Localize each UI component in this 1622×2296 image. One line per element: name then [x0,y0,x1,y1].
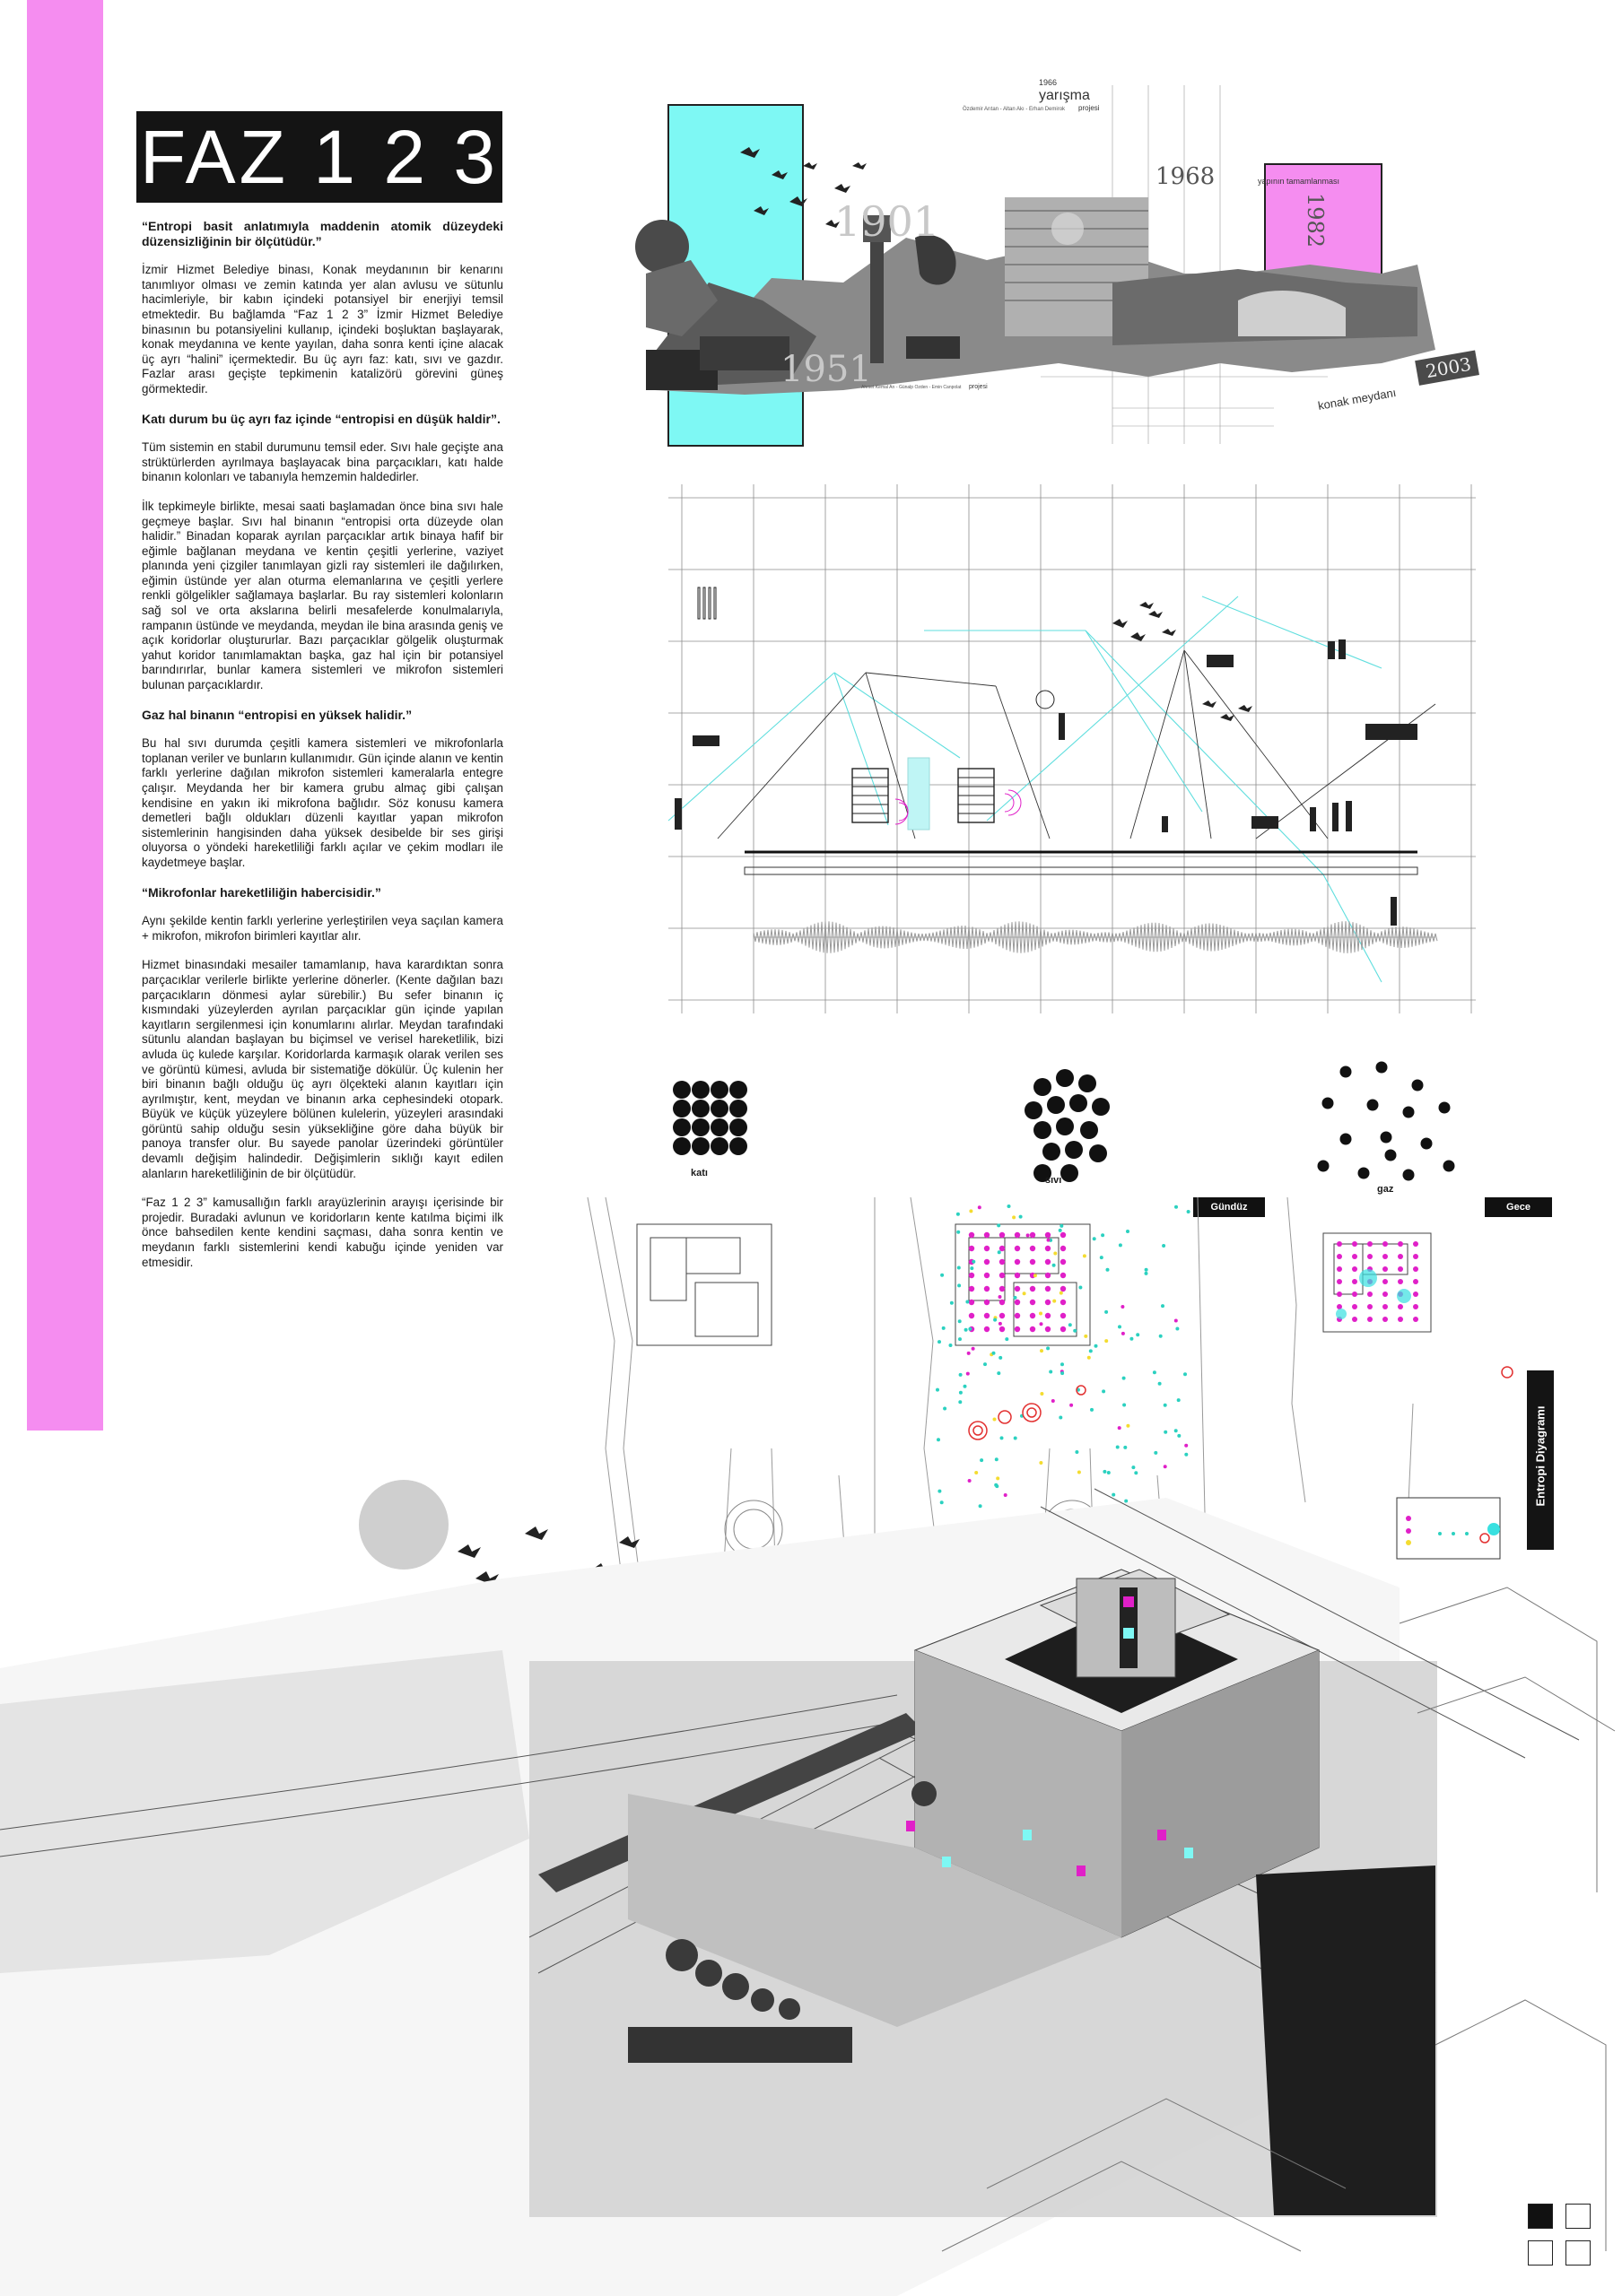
sensor-point [1129,1337,1133,1341]
gas-label: gaz [1377,1184,1394,1195]
sensor-point [937,1438,940,1441]
sensor-point [1164,1404,1167,1407]
plan-particle [1352,1292,1357,1297]
sensor-point [1177,1398,1181,1402]
sensor-point [1184,1444,1188,1448]
plan-particle [1015,1286,1020,1292]
sensor-point [1116,1446,1120,1449]
sensor-point [1087,1356,1091,1360]
year-2003: 2003 [1424,352,1473,383]
gas-particle [1412,1080,1424,1091]
plan-particle [1352,1317,1357,1322]
plan-particle [984,1259,990,1265]
square-label: konak meydanı [1316,385,1398,413]
sensor-point [964,1385,967,1388]
plan-particle [969,1232,974,1238]
plan-particle [1352,1304,1357,1309]
entropy-diagram-text: Entropi Diyagramı [1533,1405,1548,1507]
day-tag: Gündüz [1193,1197,1265,1217]
sensor-point [1049,1370,1052,1374]
sensor-point [936,1388,939,1392]
sensor-point [1126,1230,1129,1233]
sensor-point [1161,1304,1164,1308]
paragraph-heading: “Mikrofonlar hareketliliğin habercisidir.” [142,884,381,900]
sensor-point [992,1352,996,1355]
sensor-point [1121,1305,1124,1309]
sensor-point [1073,1329,1077,1333]
sensor-point [1121,1332,1125,1335]
plan-particle [1060,1273,1066,1278]
sensor-point [969,1209,972,1213]
plan-particle [984,1313,990,1318]
plan-particle [1045,1259,1051,1265]
year-1951-credits: Ahmet Kemal Arı - Günalp Ozden - Emin Canpolat [861,385,962,390]
sensor-point [1093,1237,1096,1240]
sensor-point [1106,1268,1110,1272]
liquid-particle [1056,1069,1074,1087]
plan-particle [999,1300,1005,1305]
plan-particle [1060,1259,1066,1265]
solid-particle [673,1137,691,1155]
plan-particle [969,1300,974,1305]
plan-particle [1337,1266,1342,1272]
sensor-point [1184,1453,1188,1457]
year-1901: 1901 [834,197,940,246]
plan-particle [1060,1232,1066,1238]
sensor-point [993,1318,997,1322]
sensor-point [1175,1327,1179,1331]
gas-particle [1421,1138,1433,1150]
solid-particle [692,1137,710,1155]
sensor-point [1104,1339,1108,1343]
sensor-point [998,1356,1002,1360]
plan-particle [1045,1326,1051,1332]
sensor-point [957,1283,961,1287]
liquid-particle [1047,1096,1065,1114]
plan-particle [1060,1313,1066,1318]
sensor-point [1039,1312,1042,1316]
plan-particle [1382,1317,1388,1322]
sensor-point [998,1250,1001,1254]
plan-particle [1382,1254,1388,1259]
plan-particle [1015,1273,1020,1278]
sensor-point [957,1266,961,1270]
sensor-point [1040,1392,1043,1396]
plan-particle [1382,1292,1388,1297]
sensor-point [1014,1296,1017,1300]
liquid-label: sıvı [1045,1175,1062,1186]
sensor-point [1047,1239,1051,1242]
liquid-particle [1033,1121,1051,1139]
sensor-point [1123,1446,1127,1449]
sensor-point [997,1371,1000,1375]
plan-particle [1367,1254,1373,1259]
sensor-point [1118,1325,1121,1328]
sensor-point [995,1457,998,1461]
liquid-particle [1069,1094,1087,1112]
sensor-point [1164,1465,1167,1468]
pink-side-bar [27,0,103,1431]
competition-credits-suffix: projesi [1078,104,1100,112]
sensor-point [1060,1362,1064,1366]
sensor-point [1174,1429,1178,1432]
sensor-point [958,1400,962,1404]
sensor-point [1051,1399,1055,1403]
plan-particle [1413,1266,1418,1272]
sensor-point [1012,1215,1016,1219]
sensor-point [1052,1300,1056,1303]
paragraph: “Faz 1 2 3” kamusallığın farklı arayüzlerinin arayışı içerisinde bir projedir. Buradaki avlunun ve koridorların kente katılma biçimi ilk önce bahsedilen kente kendini saçması, daha sonra kentin ve meydanın farklı sistemlerini kendi kabuğu içinde yeniden var etmesidir. [142,1196,503,1269]
page-indicator-2 [1565,2204,1591,2229]
sensor-point [1177,1434,1181,1438]
plan-particle [1030,1286,1035,1292]
plan-particle [1337,1241,1342,1247]
sensor-point [1089,1349,1093,1352]
sensor-point [1126,1424,1129,1428]
plan-particle [999,1273,1005,1278]
sensor-point [1026,1233,1030,1237]
plan-particle [1367,1304,1373,1309]
plan-particle [1015,1232,1020,1238]
paragraph-heading: Katı durum bu üç ayrı faz içinde “entropisi en düşük haldir”. [142,411,501,426]
gas-particle [1358,1168,1370,1179]
solid-particle [729,1100,747,1118]
sensor-point [956,1231,960,1234]
sensor-point [965,1300,969,1304]
sensor-point [1046,1346,1050,1350]
plan-particle [1337,1292,1342,1297]
gas-particle [1340,1134,1352,1145]
sensor-point [1118,1426,1121,1430]
plan-particle [1337,1254,1342,1259]
page-title: FAZ 1 2 3 [136,111,502,203]
history-collage [610,67,1543,462]
sensor-point [1060,1224,1063,1228]
plan-particle [1352,1279,1357,1284]
paragraph-heading: Gaz hal binanın “entropisi en yüksek halidir.” [142,707,413,722]
sensor-point [1059,1229,1062,1232]
sensor-point [1131,1465,1135,1469]
plan-particle [984,1246,990,1251]
sensor-point [1153,1370,1156,1374]
plan-particle [999,1232,1005,1238]
liquid-particle [1056,1118,1074,1135]
plan-particle [1382,1279,1388,1284]
sensor-point [972,1260,975,1264]
plan-particle [1030,1313,1035,1318]
sensor-point [1052,1264,1056,1267]
sensor-point [1033,1274,1037,1277]
page-indicator-4 [1565,2240,1591,2266]
plan-particle [1045,1273,1051,1278]
sensor-point [1158,1382,1162,1386]
completion-label: yapının tamamlanması [1258,177,1340,186]
plan-particle [1413,1279,1418,1284]
plan-particle [1030,1300,1035,1305]
solid-particle [729,1118,747,1136]
sensor-point [1019,1215,1023,1219]
sensor-point [937,1340,941,1344]
sensor-point [1075,1450,1078,1454]
sensor-point [1174,1319,1178,1323]
sensor-point [1040,1349,1043,1352]
sensor-point [1053,1252,1057,1256]
plan-particle [984,1232,990,1238]
sensor-point [1174,1205,1178,1209]
text-column [142,219,503,1284]
plan-particle [984,1286,990,1292]
plan-particle [1045,1246,1051,1251]
sensor-point [943,1407,946,1411]
paragraph: İzmir Hizmet Belediye binası, Konak meydanının bir kenarını tanımlıyor olması ve zemin katında yer alan avlusu ve sütunlu hacimleriyle, bir kabın içindeki potansiyel bir enerjiyi temsil etmektedir. Bu bağlamda “Faz 1 2 3” İzmir Hizmet Belediye binasının bu potansiyelini kullanıp, içindeki boşluktan başlayarak, konak meydanına ve kente yayılan, daha sonra kenti içine alacak üç ayrı “halini” içermektedir. Bu üç ayrı faz: katı, sıvı ve gazdır. Fazlar arası geçişte tepkimenin katalizörü görevini güneş görmektedir. [142,263,503,396]
sensor-point [1154,1451,1157,1455]
sensor-point [1000,1436,1004,1439]
plan-particle [1367,1317,1373,1322]
gas-particle [1376,1062,1388,1074]
liquid-particle [1033,1078,1051,1096]
sensor-point [1007,1205,1011,1208]
sensor-point [1159,1335,1163,1338]
phase-dots [664,1036,1489,1184]
paragraph: Aynı şekilde kentin farklı yerlerine yerleştirilen veya saçılan kamera + mikrofon, mikrofon birimleri kayıtlar alır. [142,914,503,943]
sensor-point [956,1213,960,1216]
night-tag: Gece [1485,1197,1552,1217]
sensor-point [1069,1404,1073,1407]
paragraph: Hizmet binasındaki mesailer tamamlanıp, hava karardıktan sonra parçacıklar verilerle birlikte yerlerine dönerler. (Kente dağılan bazı parçacıkların dönmesi aylar sürebilir.) Bu sefer binanın iç kısmındaki yüzeylerden ayrılan parçacıklar gün içinde yapılan kayıtların sergilenmesi için konumlarını alırlar. Meydan tarafındaki sütunlu alandan başlayan bu biçimsel ve verisel hareketlilik, bizi avluda üç kulede karşılar. Koridorlarda karmaşık olarak verilen ses ve görüntü kümesi, avluda bir sistematiğe dökülür. Üç kulenin her biri binanın bağlı olduğu üç ayrı ölçekteki alanın kayıtları için ayrılmıştır, kent, meydan ve binanın arka cephesindeki otopark. Büyük ve küçük yüzeylere bölünen kulelerin, yüzeyleri arasındaki görüntü sahip olduğu sesin yüksekliğine göre daha büyük bir panoya transfer olur. Bu sayede panolar üzerindeki görüntüler devamlı değişim halindedir. Değişimlerin sıklığı kayıt edilen alanların hareketliliğinin de bir ölçütüdür. [142,958,503,1180]
plan-particle [1413,1241,1418,1247]
paragraph: İlk tepkimeyle birlikte, mesai saati başlamadan önce bina sıvı hale geçmeye başlar. Sıvı hal binanın “entropisi orta düzeyde olan halidir.” Binadan koparak ayrılan parçacıklar artık binaya hafif bir eğimle bağlanan meydana ve kentin çeşitli yerlerine, vaziyet planında yeni çizgiler tanımlayan gizli ray sistemleri ile dağılırken, eğimin üstünde yer alan oturma elemanlarına ve çeşitli yerlere renkli gölgelikler sağlamaya başlarlar. Bu ray sistemleri kolonların sağ sol ve orta akslarına belirli mesafelerde konulmalarıyla, rampanın üstünde ve meydanda, meydan ile bina arasında geniş ve açık koridorlar oluştururlar. Bazı parçacıklar gölgelik oluşturmak yahut koridor tanımlamaktan başka, gaz hal için bir potansiyel barındırırlar, bunlar kamera sistemleri ve mikrofon sistemleri bulunan parçacıklardır. [142,499,503,692]
plan-particle [1030,1232,1035,1238]
sensor-point [1101,1233,1104,1237]
sensor-point [1122,1377,1126,1380]
solid-particle [692,1118,710,1136]
sensor-point [1014,1437,1017,1440]
gas-particle [1340,1066,1352,1078]
solid-particle [711,1137,728,1155]
plan-particle [984,1326,990,1332]
sensor-point [966,1372,970,1376]
plan-particle [969,1313,974,1318]
sensor-point [1059,1416,1062,1420]
competition-credits: Özdemir Arıtan - Altan Akı - Erhan Demirok [963,107,1066,112]
sensor-point [1119,1243,1122,1247]
liquid-particle [1078,1074,1096,1092]
competition-label: yarışma [1039,88,1090,103]
plan-particle [1398,1279,1403,1284]
sensor-point [1068,1323,1072,1326]
sensor-point [968,1327,972,1331]
plan-particle [1045,1313,1051,1318]
plan-particle [1352,1266,1357,1272]
gas-particle [1439,1102,1451,1114]
plan-particle [1398,1304,1403,1309]
gas-particle [1367,1100,1379,1111]
plan-particle [1030,1246,1035,1251]
sensor-point [959,1373,963,1377]
plan-particle [1060,1286,1066,1292]
sensor-point [1040,1322,1043,1326]
plan-particle [1413,1304,1418,1309]
sensor-point [997,1223,1000,1227]
paragraph-heading: “Entropi basit anlatımıyla maddenin atomik düzeydeki düzensizliğinin bir ölçütüdür.” [142,219,503,248]
liquid-particle [1065,1141,1083,1159]
solid-particle [673,1100,691,1118]
plan-particle [1413,1292,1418,1297]
page-indicator-3 [1528,2240,1553,2266]
sensor-point [1060,1292,1063,1295]
plan-particle [1382,1304,1388,1309]
sensor-point [1005,1337,1008,1341]
year-1968: 1968 [1155,163,1216,190]
plan-particle [1352,1241,1357,1247]
sensor-point [967,1352,971,1355]
sensor-point [1164,1431,1167,1434]
paragraph: Bu hal sıvı durumda çeşitli kamera sistemleri ve mikrofonlarla toplanan veriler ve bunların kullanımıdır. Gün içinde alanın ve kentin farklı yerlerine dağılan mikrofon sistemleri kameralarla entegre çalışır. Meydanda her bir kamera grubu almaç gibi çalışan kendisine en yakın iki mikrofona bağlıdır. Söz konusu kamera demetleri bağlı oldukları düzenli kayıtlar yapan mikrofon sistemlerinin hangisinden daha yüksek desibelde bir ses girişi oluyorsa o yöndeki hareketliliği farklı açılar ve çekim modları ile kaydetmeye başlar. [142,736,503,869]
sensor-point [972,1347,975,1351]
page-indicator-1 [1528,2204,1553,2229]
liquid-particle [1025,1101,1042,1119]
sensor-point [1183,1372,1187,1376]
plan-particle [1015,1259,1020,1265]
sensor-point [1145,1268,1148,1272]
sensor-point [983,1362,987,1366]
plan-particle [1015,1313,1020,1318]
plan-particle [1367,1292,1373,1297]
sensor-point [1187,1210,1190,1213]
sensor-point [959,1391,963,1395]
plan-particle [999,1313,1005,1318]
plan-particle [1015,1246,1020,1251]
plan-particle [969,1246,974,1251]
plan-particle [1382,1241,1388,1247]
plan-particle [1337,1279,1342,1284]
sensor-point [950,1301,954,1305]
plan-particle [1413,1317,1418,1322]
sensor-point [980,1458,983,1462]
sensor-point [978,1205,981,1209]
sensor-point [1023,1292,1026,1295]
year-1951-suffix: projesi [969,384,988,390]
sensor-point [949,1344,953,1347]
sensor-point [1046,1233,1050,1237]
sensor-point [1136,1333,1139,1336]
liquid-particle [1089,1144,1107,1162]
plan-particle [1398,1254,1403,1259]
sensor-point [1083,1254,1086,1257]
plan-particle [1030,1259,1035,1265]
sensor-point [1104,1310,1108,1314]
plan-particle [984,1300,990,1305]
sensor-point [1102,1389,1105,1393]
plan-particle [1352,1254,1357,1259]
gas-particle [1322,1098,1334,1109]
gas-particle [1385,1150,1397,1161]
sensor-point [1162,1244,1165,1248]
sensor-point [998,1322,1002,1326]
sensor-point [1145,1272,1148,1275]
sensor-point [1100,1256,1103,1259]
solid-particle [729,1137,747,1155]
plan-particle [999,1286,1005,1292]
plan-particle [999,1326,1005,1332]
solid-particle [673,1081,691,1099]
gas-particle [1381,1132,1392,1144]
plan-particle [1060,1300,1066,1305]
plan-particle [1398,1317,1403,1322]
liquid-particle [1042,1143,1060,1161]
plan-particle [1367,1241,1373,1247]
plan-particle [984,1273,990,1278]
plan-particle [1045,1300,1051,1305]
sensor-point [998,1295,1002,1299]
plan-particle [1413,1254,1418,1259]
plan-particle [969,1273,974,1278]
sensor-point [1078,1286,1082,1290]
sensor-point [1039,1461,1042,1465]
plan-particle [1015,1300,1020,1305]
paragraph: Tüm sistemin en stabil durumunu temsil eder. Sıvı hale geçişte ana strüktürlerden ayrılmaya başlayacak bina parçacıkları, katı halde binanın kolonları ve tabanıyla hemzemin haldedirler. [142,440,503,484]
sensor-point [958,1337,962,1341]
plan-particle [1045,1286,1051,1292]
plan-particle [999,1246,1005,1251]
year-1951: 1951 [780,349,872,390]
solid-particle [673,1118,691,1136]
plan-particle [999,1259,1005,1265]
sensor-point [1122,1404,1126,1407]
solid-particle [711,1081,728,1099]
plan-particle [1030,1326,1035,1332]
sensor-point [970,1266,973,1270]
sensor-point [1094,1344,1098,1348]
sensor-point [993,1418,997,1422]
sensor-point [964,1328,968,1332]
sensor-point [940,1274,944,1277]
plan-particle [969,1286,974,1292]
sensor-point [942,1326,946,1330]
solid-label: katı [691,1168,708,1178]
plan-particle [1382,1266,1388,1272]
gas-particle [1403,1107,1415,1118]
solid-particle [711,1100,728,1118]
liquid-particle [1092,1098,1110,1116]
plan-particle [1060,1326,1066,1332]
axonometric-view [0,1471,1622,2296]
year-1982: 1982 [1303,193,1328,248]
gas-particle [1318,1161,1330,1172]
sensor-point [1060,1371,1064,1375]
plan-particle [1015,1326,1020,1332]
sensor-point [958,1319,962,1323]
sensor-point [1090,1408,1094,1412]
liquid-particle [1080,1121,1098,1139]
sensor-point [1084,1335,1087,1338]
solid-particle [692,1100,710,1118]
solid-particle [711,1118,728,1136]
year-1966: 1966 [1039,78,1058,87]
solid-particle [729,1081,747,1099]
plan-particle [1398,1241,1403,1247]
solid-particle [692,1081,710,1099]
plan-particle [1060,1246,1066,1251]
plan-particle [1398,1266,1403,1272]
section-diagram [664,480,1480,1018]
gas-particle [1443,1161,1455,1172]
